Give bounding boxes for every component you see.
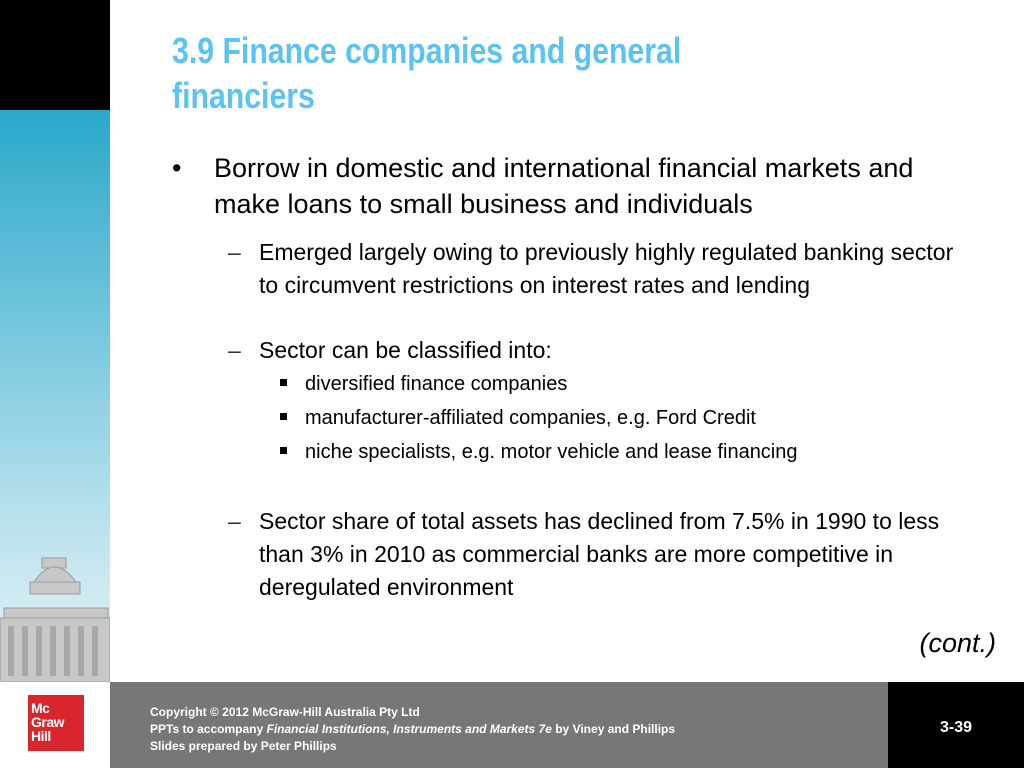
page-number-box <box>888 682 1024 768</box>
classification-item <box>172 367 965 401</box>
bullet-marker: • <box>172 153 182 183</box>
classification-item <box>172 435 965 469</box>
dash-marker: – <box>228 239 241 265</box>
footer-bar <box>0 682 1024 768</box>
classification-item <box>172 401 965 435</box>
square-bullet-icon <box>280 413 287 420</box>
copyright-line: Copyright © 2012 McGraw-Hill Australia Pty Ltd <box>150 705 420 719</box>
footer-credits <box>150 704 675 755</box>
logo-line: Hill <box>31 728 51 744</box>
classification-text: manufacturer-affiliated companies, e.g. Ford Credit <box>305 407 756 429</box>
ppts-prefix: PPTs to accompany <box>150 722 267 736</box>
dash-marker: – <box>228 337 241 363</box>
subpoint-text: Sector share of total assets has declined from 7.5% in 1990 to less than 3% in 2010 as commercial banks are more competitive in deregulated environment <box>259 508 940 600</box>
ppts-suffix: by Viney and Phillips <box>551 722 676 736</box>
classification-text: niche specialists, e.g. motor vehicle and lease financing <box>305 441 798 463</box>
ppts-line <box>150 721 675 738</box>
logo-line: Mc <box>31 700 50 716</box>
corner-block <box>0 0 110 110</box>
continued-label: (cont.) <box>919 628 996 658</box>
prepared-by-line: Slides prepared by Peter Phillips <box>150 739 337 753</box>
slide-title: 3.9 Finance companies and general financiers <box>172 30 682 116</box>
building-illustration <box>0 552 110 682</box>
main-bullet-text: Borrow in domestic and international financial markets and make loans to small business and individuals <box>214 153 914 219</box>
mcgraw-hill-logo <box>28 695 84 751</box>
book-title: Financial Institutions, Instruments and Markets 7e <box>266 722 552 736</box>
subpoint-text: Emerged largely owing to previously highly regulated banking sector to circumvent restrictions on interest rates and lending <box>259 239 954 298</box>
classification-text: diversified finance companies <box>305 373 568 395</box>
dash-marker: – <box>228 508 241 534</box>
decorative-side-band <box>0 110 110 682</box>
subpoint-2 <box>172 334 959 367</box>
logo-line: Graw <box>31 714 65 730</box>
logo-area <box>0 682 110 768</box>
slide-body <box>172 150 992 604</box>
subpoint-1 <box>172 236 959 302</box>
page-number: 3-39 <box>939 719 973 736</box>
subpoint-3 <box>172 505 959 604</box>
subpoint-text: Sector can be classified into: <box>259 337 552 363</box>
square-bullet-icon <box>280 447 287 454</box>
square-bullet-icon <box>280 379 287 386</box>
main-bullet <box>172 150 974 222</box>
